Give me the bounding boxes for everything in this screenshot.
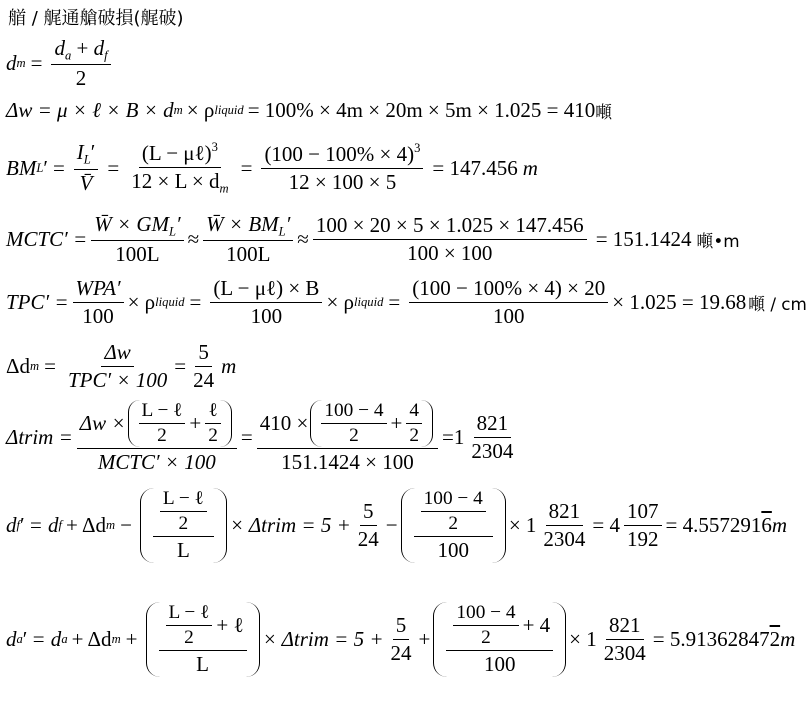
eq8-paren-q	[401, 488, 506, 563]
eq8-rhs1: = d	[28, 513, 59, 537]
eq3-f3-den: 12 × 100 × 5	[288, 170, 397, 195]
eq9-prime: ′	[22, 627, 28, 651]
eq7-b-num: ℓ	[205, 400, 220, 424]
eq8-minus2: −	[385, 513, 398, 537]
eq4-lhs: MCTC′ =	[6, 227, 88, 252]
eq9-q-num: 100 − 4	[453, 602, 518, 626]
eq8-lhs: d	[6, 513, 17, 537]
eq6-unit: m	[221, 354, 237, 378]
eq2-rho-sub: liquid	[214, 103, 244, 117]
eq4-result: = 151.1424	[595, 227, 692, 252]
eq5-rho2-sub: liquid	[354, 295, 384, 309]
eq5-result: × 1.025 = 19.68	[612, 290, 747, 314]
equation-df-prime	[6, 488, 787, 563]
eq1-num-d: d	[54, 36, 65, 60]
eq8-x1: × 1	[508, 513, 537, 537]
eq7-paren-c: $\frac{100 - 4}{2}$ + $\frac{4}{2}$	[310, 400, 433, 447]
eq7-a-num: L − ℓ	[139, 400, 186, 424]
eq4-f3-den: 100 × 100	[407, 241, 493, 266]
eq3-f3-sup: 3	[414, 141, 421, 156]
eq7-paren-a: $\frac{\text{L − ℓ}}{2}$ + $\frac{\text{ℓ}}{2}$	[128, 400, 232, 447]
equals-sign: =	[30, 51, 43, 76]
eq8-lhs-sub: f	[16, 518, 20, 532]
eq1-den: 2	[75, 66, 87, 91]
eq1-fraction	[51, 36, 110, 91]
eq9-x1: × 1	[569, 627, 597, 651]
eq3-f3-num: (100 − 100% × 4)	[264, 142, 415, 167]
eq3-prime: ′	[43, 155, 48, 180]
eq8-rhs1-sub: f	[58, 518, 63, 532]
eq3-result: = 147.456	[432, 155, 518, 180]
eq4-f1-sub: L	[169, 224, 177, 239]
eq5-f3-num: (100 − 100% × 4) × 20	[409, 276, 608, 303]
eq6-lhs: Δd	[6, 354, 31, 378]
eq4-f2-num: W̄ × BM	[206, 212, 279, 236]
eq4-frac2	[203, 212, 293, 267]
eq8-repeat: 6	[761, 513, 772, 537]
eq7-b-den: 2	[208, 425, 218, 446]
eq5-f1-den: 100	[82, 304, 114, 328]
eq2-rho: × ρ	[186, 98, 215, 122]
eq9-mf-num: 821	[606, 613, 644, 640]
eq3-frac1: $\frac{I_L'}{V̄}$	[74, 140, 99, 195]
eq8-unit: m	[771, 513, 788, 537]
eq8-mf-den: 2304	[543, 527, 586, 551]
eq7-c-num: 100 − 4	[321, 400, 386, 424]
eq5-rho1: × ρ	[127, 290, 156, 314]
eq4-f3-num: 100 × 20 × 5 × 1.025 × 147.456	[313, 213, 587, 240]
page-title: 艏 / 艉通艙破損(艉破)	[8, 8, 184, 29]
eq7-c-pre: 410 ×	[259, 411, 309, 435]
eq5-rho1-sub: liquid	[155, 295, 185, 309]
equation-delta-w	[6, 98, 612, 123]
eq5-frac2	[210, 276, 322, 329]
eq1-lhs-sub: m	[16, 56, 26, 71]
eq8-prime: ′	[20, 513, 25, 537]
eq3-f1-num: I	[76, 140, 84, 165]
eq9-p-plus: + ℓ	[216, 613, 244, 637]
eq8-q-den: 2	[448, 513, 459, 534]
eq3-eq: =	[52, 155, 65, 180]
eq9-rhs1: = d	[31, 627, 62, 651]
eq6-f2-num: 5	[195, 340, 212, 367]
eq6-frac1	[65, 340, 170, 393]
eq8-minus: −	[120, 513, 132, 537]
eq1-num-sub-f: f	[104, 48, 108, 63]
eq4-f1-num: W̄ × GM	[94, 212, 170, 236]
eq9-mf-den: 2304	[603, 641, 646, 665]
eq9-p-num: L − ℓ	[166, 602, 213, 626]
eq9-plus: +	[125, 627, 138, 651]
eq8-eq: = 4	[592, 513, 620, 537]
eq7-frac-num	[257, 400, 438, 475]
eq4-f2-den: 100L	[226, 242, 271, 267]
eq9-f-den: 24	[390, 641, 412, 665]
eq9-q-plus: + 4	[522, 613, 551, 637]
eq4-frac1	[91, 212, 183, 267]
eq4-approx1: ≈	[187, 227, 200, 252]
equation-da-prime	[6, 602, 795, 677]
eq9-times: × Δtrim = 5 +	[262, 627, 384, 651]
eq5-unit: 噸 / cm	[748, 293, 807, 314]
eq5-f3-den: 100	[493, 304, 525, 328]
eq7-lhs: Δtrim =	[6, 425, 73, 449]
eq9-lhs: d	[6, 627, 17, 651]
eq2-sub: m	[173, 103, 183, 117]
eq8-decimal: = 4.557291	[665, 513, 762, 537]
eq3-f1-den: V̄	[79, 170, 93, 195]
eq9-lhs-sub: a	[16, 632, 23, 646]
eq9-rhs2-sub: m	[111, 632, 121, 646]
eq5-frac1	[73, 276, 124, 329]
eq2-text: Δw = μ × ℓ × B × d	[6, 98, 174, 122]
eq9-q-den: 2	[481, 627, 491, 648]
eq7-dw: Δw ×	[79, 411, 126, 435]
eq8-p-den: 2	[178, 513, 189, 534]
eq3-f2-num: (L − μℓ)	[141, 140, 212, 165]
eq3-f2-den: 12 × L × d	[131, 168, 220, 193]
eq3-unit: m	[522, 155, 538, 180]
eq9-p-bot: L	[196, 652, 209, 676]
eq5-f2-num: (L − μℓ) × B	[210, 276, 322, 303]
eq4-frac3	[313, 213, 587, 266]
eq9-decimal: = 5.91362847	[652, 627, 770, 651]
eq9-rhs1-sub: a	[61, 632, 68, 646]
eq7-a-den: 2	[157, 425, 167, 446]
eq6-f1-den: TPC′ × 100	[67, 368, 168, 392]
eq4-approx2: ≈	[297, 227, 309, 252]
eq8-q-bot: 100	[437, 538, 469, 562]
eq8-rhs2: + Δd	[66, 513, 106, 537]
eq3-lhs-sub: L	[36, 160, 44, 175]
eq8-f-den: 24	[357, 527, 379, 551]
eq8-paren-p	[140, 488, 227, 563]
eq4-unit: 噸•m	[696, 230, 740, 251]
eq8-rhs2-sub: m	[105, 518, 116, 532]
eq7-d-num: 4	[406, 400, 422, 424]
eq9-repeat: 2	[769, 627, 781, 651]
eq7-den: MCTC′ × 100	[97, 450, 216, 474]
eq7-mixed	[454, 411, 521, 464]
eq7-mf-num: 821	[474, 411, 512, 438]
eq1-lhs: d	[6, 51, 17, 76]
eq3-f1-num-sub: L	[83, 152, 91, 167]
eq2-unit: 噸	[595, 101, 613, 122]
eq8-p-bot: L	[176, 538, 190, 562]
eq7-whole: 1	[453, 425, 465, 449]
eq9-rhs2: + Δd	[71, 627, 112, 651]
eq5-lhs: TPC′ =	[6, 290, 69, 314]
eq8-times: × Δtrim = 5 +	[229, 513, 351, 537]
eq5-frac3	[409, 276, 608, 329]
eq2-rest: = 100% × 4m × 20m × 5m × 1.025 = 410	[247, 98, 596, 122]
equation-mctc	[6, 212, 740, 267]
eq7-frac-main	[77, 400, 237, 475]
eq3-frac2	[128, 140, 231, 196]
eq1-num-sub-a: a	[64, 48, 72, 63]
eq9-f-num: 5	[393, 613, 410, 640]
eq1-plus: +	[76, 36, 89, 60]
eq3-frac3	[261, 141, 423, 195]
eq7-d-den: 2	[409, 425, 420, 446]
eq9-q-bot: 100	[484, 652, 516, 676]
equation-tpc: TPC′ = $\frac{\text{WPA′}}{100}$ × ρ liquid = $\frac{\text{(L − μℓ) × B}}{100}$ × ρ liquid = $\frac{(100 - 100\% \times 4) \times 20}{100}$ × 1.025 = 19.68 噸 / cm	[6, 276, 807, 328]
eq8-r-num: 107	[624, 499, 662, 526]
eq4-f1-p: ′	[176, 212, 181, 236]
eq6-lhs-sub: m	[30, 359, 40, 373]
eq8-mf-num: 821	[546, 499, 584, 526]
eq7-c-den: 2	[349, 425, 359, 446]
eq9-paren-q	[433, 602, 566, 677]
equation-mean-draft	[6, 36, 115, 91]
eq8-q-num: 100 − 4	[421, 488, 486, 512]
eq9-p-den: 2	[184, 627, 194, 648]
eq8-f-num: 5	[360, 499, 377, 526]
equation-bml: BM L ′ = $\frac{I_L'}{V̄}$ = $\frac{(L - \mu\ell)^3}{12 \times L \times d_m}$ = $\frac{(100 - 100\% \times 4)^3}{12 \times 100 \times 5}$ = 147.456 m	[6, 140, 538, 196]
eq1-num-d2: d	[93, 36, 105, 60]
equation-delta-trim: Δtrim = Δw × $\frac{\text{L − ℓ}}{2}$ + $\frac{\text{ℓ}}{2}$ MCTC′ × 100 = 410 × $\frac{100 - 4}{2}$ + $\frac{4}{2}$ 151.1424 × 100 = 1 $\frac{821}{2304}$	[6, 400, 520, 475]
eq3-lhs: BM	[6, 155, 37, 180]
eq6-frac2	[190, 340, 217, 393]
eq9-paren-p	[146, 602, 260, 677]
eq3-f2-sup: 3	[211, 140, 218, 154]
eq4-f2-sub: L	[278, 224, 286, 239]
eq9-unit: m	[780, 627, 796, 651]
eq5-f1-num: WPA′	[73, 276, 124, 303]
eq6-f1-num: Δw	[101, 340, 133, 367]
eq6-f2-den: 24	[193, 368, 215, 392]
eq8-p-num: L − ℓ	[160, 488, 207, 512]
eq7-den2: 151.1424 × 100	[281, 450, 414, 474]
eq4-f1-den: 100L	[115, 242, 160, 267]
eq9-plus2: +	[418, 627, 431, 651]
eq4-f2-p: ′	[285, 212, 291, 236]
equation-delta-dm: Δd m = $\frac{\Delta w}{\text{TPC′ × 100}}$ = $\frac{5}{24}$ m	[6, 340, 237, 392]
eq8-r-den: 192	[627, 527, 659, 551]
eq5-f2-den: 100	[250, 304, 283, 328]
eq7-mf-den: 2304	[471, 439, 514, 463]
eq3-f2-den-sub: m	[219, 181, 229, 196]
eq5-rho2: × ρ	[326, 290, 355, 314]
